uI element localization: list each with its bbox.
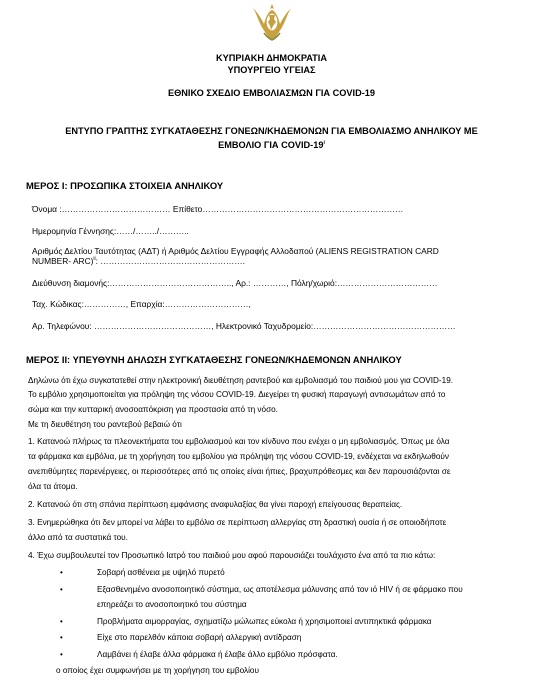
republic-title: ΚΥΠΡΙΑΚΗ ΔΗΜΟΚΡΑΤΙΑ — [216, 53, 327, 63]
postal-district-field[interactable]: Ταχ. Κώδικας:……………, Επαρχία:…………………………, — [32, 299, 251, 309]
section2-heading: ΜΕΡΟΣ ΙΙ: ΥΠΕΥΘΥΝΗ ΔΗΛΩΣΗ ΣΥΓΚΑΤΑΘΕΣΗΣ ΓΟΝΕΩΝ/ΚΗΔΕΜΟΝΩΝ ΑΝΗΛΙΚΟΥ — [26, 354, 402, 365]
form-title-line1: ΕΝΤΥΠΟ ΓΡΑΠΤΗΣ ΣΥΓΚΑΤΑΘΕΣΗΣ ΓΟΝΕΩΝ/ΚΗΔΕΜΟΝΩΝ ΓΙΑ ΕΜΒΟΛΙΑΣΜΟ ΑΝΗΛΙΚΟΥ ΜΕ — [65, 126, 478, 136]
intro-line3: σώμα και την κυτταρική ανοσοαπόκριση για προστασία από τη νόσο. — [28, 405, 278, 414]
item1-line2: τα φάρμακα και εμβόλια, με τη χορήγηση του εμβολίου για πρόληψη της νόσου COVID-19, ενδέχεται να εκδηλωθούν — [28, 452, 449, 461]
condition-immune-line1: Εξασθενημένο ανοσοποιητικό σύστημα, ως αποτέλεσμα μόλυνσης από τον ιό HIV ή σε φάρμακο που — [97, 585, 463, 594]
intro-line2: Το εμβόλιο χρησιμοποιείται για πρόληψη της νόσου COVID-19. Διεγείρει τη φυσική παραγωγή αντισωμάτων από το — [28, 390, 446, 399]
section1-heading: ΜΕΡΟΣ Ι: ΠΡΟΣΩΠΙΚΑ ΣΤΟΙΧΕΙΑ ΑΝΗΛΙΚΟΥ — [26, 180, 224, 191]
item2: 2. Κατανοώ ότι στη σπάνια περίπτωση εμφάνισης αναφυλαξίας θα γίνει παροχή επείγουσας θεραπείας. — [28, 500, 403, 509]
condition-allergy: Είχε στο παρελθόν κάποια σοβαρή αλλεργική αντίδραση — [97, 633, 302, 642]
coat-of-arms-icon — [249, 2, 295, 42]
name-field[interactable]: Όνομα :………………………………… Επίθετο……………………………………………………………… — [32, 204, 404, 214]
id-field-line2[interactable]: NUMBER- ARC)$^{ii}$: ……………………………………………. — [32, 256, 246, 266]
item1-line1: 1. Κατανοώ πλήρως τα πλεονεκτήματα του εμβολιασμού και τον κίνδυνο που ενέχει ο μη εμβολιασμός. Όπως με όλα — [28, 437, 450, 446]
bullet-3: • — [60, 617, 63, 626]
bullet-1: • — [60, 568, 63, 577]
id-field-line1: Αριθμός Δελτίου Ταυτότητας (ΑΔΤ) ή Αριθμός Δελτίου Εγγραφής Αλλοδαπού (ALIENS REGISTRATION CARD — [32, 246, 439, 256]
footnote-ref-ii: ii — [93, 256, 96, 263]
item3-line1: 3. Ενημερώθηκα ότι δεν μπορεί να λάβει το εμβόλιο σε περίπτωση αλλεργίας στη δραστική ουσία ή σε οποιοδήποτε — [28, 518, 447, 527]
footnote-ref-i: i — [323, 140, 325, 146]
condition-fever: Σοβαρή ασθένεια με υψηλό πυρετό — [97, 568, 225, 577]
bullet-4: • — [60, 633, 63, 642]
phone-email-field[interactable]: Αρ. Τηλεφώνου: ……………………………………, Ηλεκτρονικό Ταχυδρομείο:…………………………………………… — [32, 321, 456, 331]
dob-field[interactable]: Ημερομηνία Γέννησης:……/……../……….. — [32, 226, 189, 236]
closing-statement: ο οποίος έχει συμφωνήσει με τη χορήγηση του εμβολίου — [56, 666, 259, 675]
bullet-2: • — [60, 585, 63, 594]
condition-immune-line2: επηρεάζει το ανοσοποιητικό του σύστημα — [97, 600, 247, 609]
item1-line4: όλα τα άτομα. — [28, 482, 78, 491]
item4: 4. Έχω συμβουλευτεί τον Προσωπικό Ιατρό του παιδιού μου αφού παρουσιάζει τουλάχιστο ένα από τα πιο κάτω: — [28, 551, 436, 560]
address-field[interactable]: Διεύθυνση διαμονής:…………………………………….., Αρ.: …………, Πόλη/χωριό:……………………………… — [32, 278, 438, 288]
condition-medication: Λαμβάνει ή έλαβε άλλα φάρμακα ή έλαβε άλλο εμβόλιο πρόσφατα. — [97, 650, 338, 659]
item3-line2: άλλο από τα συστατικά του. — [28, 533, 128, 542]
bullet-5: • — [60, 650, 63, 659]
form-title-line2: ΕΜΒΟΛΙΟ ΓΙΑ COVID-19$^i$ — [218, 140, 325, 151]
condition-bleeding: Προβλήματα αιμορραγίας, σχηματίζω μώλωπες εύκολα ή χρησιμοποιεί αντιπηκτικά φάρμακα — [97, 617, 432, 626]
appointment-statement: Με τη διευθέτηση του ραντεβού βεβαιώ ότι — [28, 420, 182, 429]
ministry-title: ΥΠΟΥΡΓΕΙΟ ΥΓΕΙΑΣ — [227, 65, 316, 75]
intro-line1: Δηλώνω ότι έχω συγκατατεθεί στην ηλεκτρονική διευθέτηση ραντεβού και εμβολιασμό του παιδιού μου για COVID-19. — [28, 376, 454, 385]
plan-title: ΕΘΝΙΚΟ ΣΧΕΔΙΟ ΕΜΒΟΛΙΑΣΜΩΝ ΓΙΑ COVID-19 — [168, 88, 375, 98]
item1-line3: ανεπιθύμητες παρενέργειες, οι περισσότερες από τις οποίες είναι ήπιες, βραχυπρόθεσμες και δεν παρουσιάζονται σε — [28, 467, 451, 476]
